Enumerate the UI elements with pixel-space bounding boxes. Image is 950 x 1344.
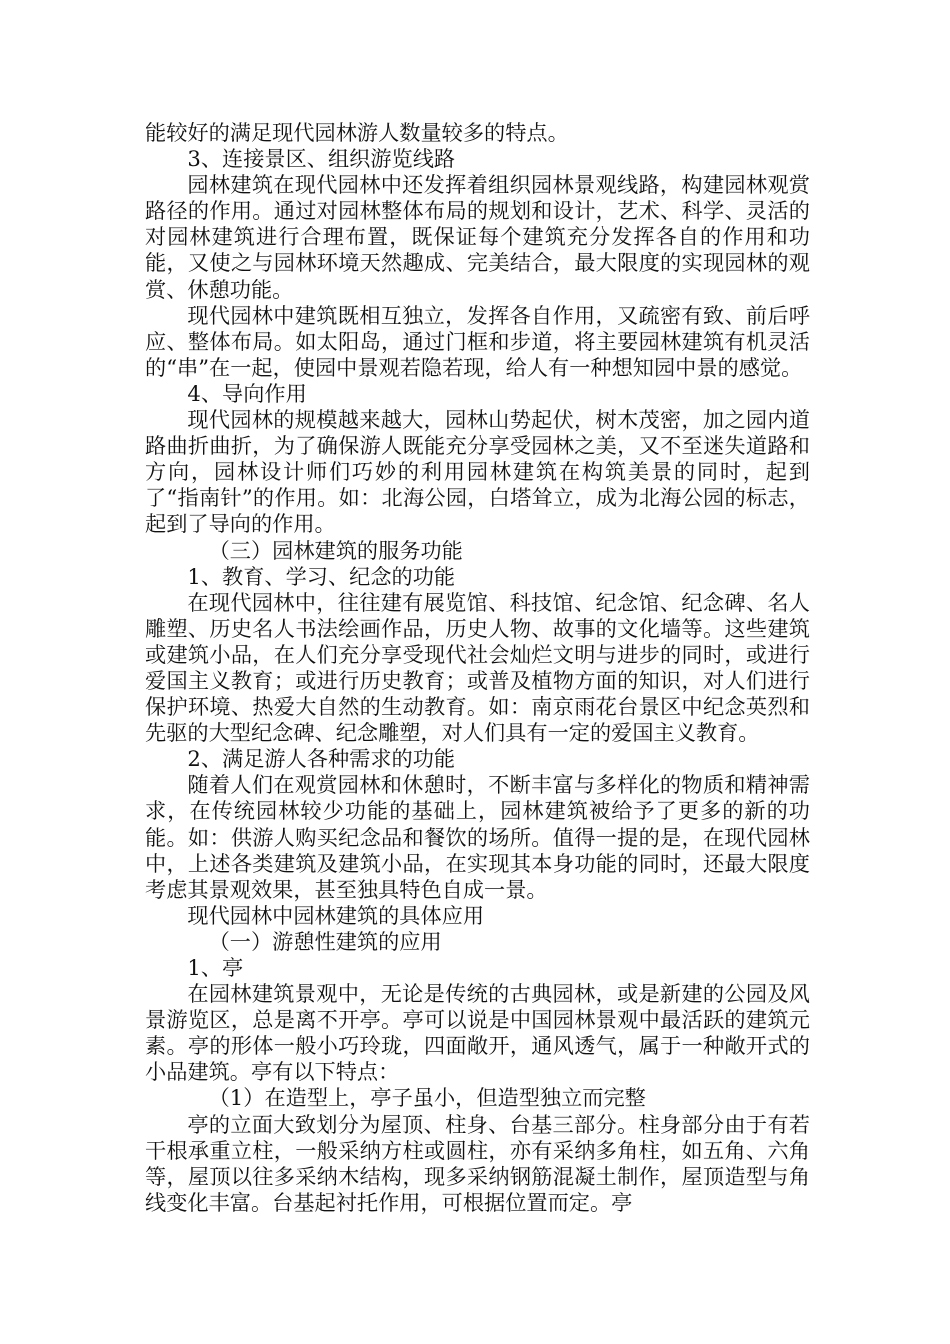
paragraph-4: 现代园林的规模越来越大，园林山势起伏，树木茂密，加之园内道路曲折曲折，为了确保游人既能充分享受园林之美，又不至迷失道路和方向，园林设计师们巧妙的利用园林建筑在构筑美景的同时，起到了“指南针”的作用。如：北海公园，白塔耸立，成为北海公园的标志，起到了导向的作用。 — [145, 407, 810, 537]
paragraph-2: 园林建筑在现代园林中还发挥着组织园林景观线路，构建园林观赏路径的作用。通过对园林整体布局的规划和设计，艺术、科学、灵活的对园林建筑进行合理布置，既保证每个建筑充分发挥各自的作用和功能，又使之与园林环境天然趣成、完美结合，最大限度的实现园林的观赏、休憩功能。 — [145, 172, 810, 302]
subheading-pavilion-form: （1）在造型上，亭子虽小，但造型独立而完整 — [208, 1085, 646, 1111]
heading-specific-application: 现代园林中园林建筑的具体应用 — [187, 902, 485, 928]
heading-visitor-needs: 2、满足游人各种需求的功能 — [187, 746, 456, 772]
paragraph-3: 现代园林中建筑既相互独立，发挥各自作用，又疏密有致、前后呼应、整体布局。如太阳岛，通过门框和步道，将主要园林建筑有机灵活的“串”在一起，使园中景观若隐若现，给人有一种想知园中景的感觉。 — [145, 302, 810, 380]
heading-connect-scenic-areas: 3、连接景区、组织游览线路 — [187, 146, 456, 172]
section-heading-recreational-buildings: （一）游憩性建筑的应用 — [208, 928, 442, 954]
paragraph-7: 在园林建筑景观中，无论是传统的古典园林，或是新建的公园及风景游览区，总是离不开亭。亭可以说是中国园林景观中最活跃的建筑元素。亭的形体一般小巧玲珑，四面敞开，通风透气，属于一种敞开式的小品建筑。亭有以下特点： — [145, 981, 810, 1085]
paragraph-8: 亭的立面大致划分为屋顶、柱身、台基三部分。柱身部分由于有若干根承重立柱，一般采纳方柱或圆柱，亦有采纳多角柱，如五角、六角等，屋顶以往多采纳木结构，现多采纳钢筋混凝土制作，屋顶造型与角线变化丰富。台基起衬托作用，可根据位置而定。亭 — [145, 1111, 810, 1215]
section-heading-service-functions: （三）园林建筑的服务功能 — [208, 537, 463, 563]
paragraph-5: 在现代园林中，往往建有展览馆、科技馆、纪念馆、纪念碑、名人雕塑、历史名人书法绘画作品，历史人物、故事的文化墙等。这些建筑或建筑小品，在人们充分享受现代社会灿烂文明与进步的同时，或进行爱国主义教育；或进行历史教育；或普及植物方面的知识，对人们进行保护环境、热爱大自然的生动教育。如：南京雨花台景区中纪念英烈和先驱的大型纪念碑、纪念雕塑，对人们具有一定的爱国主义教育。 — [145, 589, 810, 746]
heading-guiding-role: 4、导向作用 — [187, 380, 307, 406]
heading-pavilion: 1、亭 — [187, 955, 244, 980]
paragraph-6: 随着人们在观赏园林和休憩时，不断丰富与多样化的物质和精神需求，在传统园林较少功能的基础上，园林建筑被给予了更多的新的功能。如：供游人购买纪念品和餐饮的场所。值得一提的是，在现代园林中，上述各类建筑及建筑小品，在实现其本身功能的同时，还最大限度考虑其景观效果，甚至独具特色自成一景。 — [145, 772, 810, 902]
document-page — [145, 120, 810, 1216]
heading-education-function: 1、教育、学习、纪念的功能 — [187, 563, 456, 589]
paragraph-1: 能较好的满足现代园林游人数量较多的特点。 — [145, 120, 569, 145]
